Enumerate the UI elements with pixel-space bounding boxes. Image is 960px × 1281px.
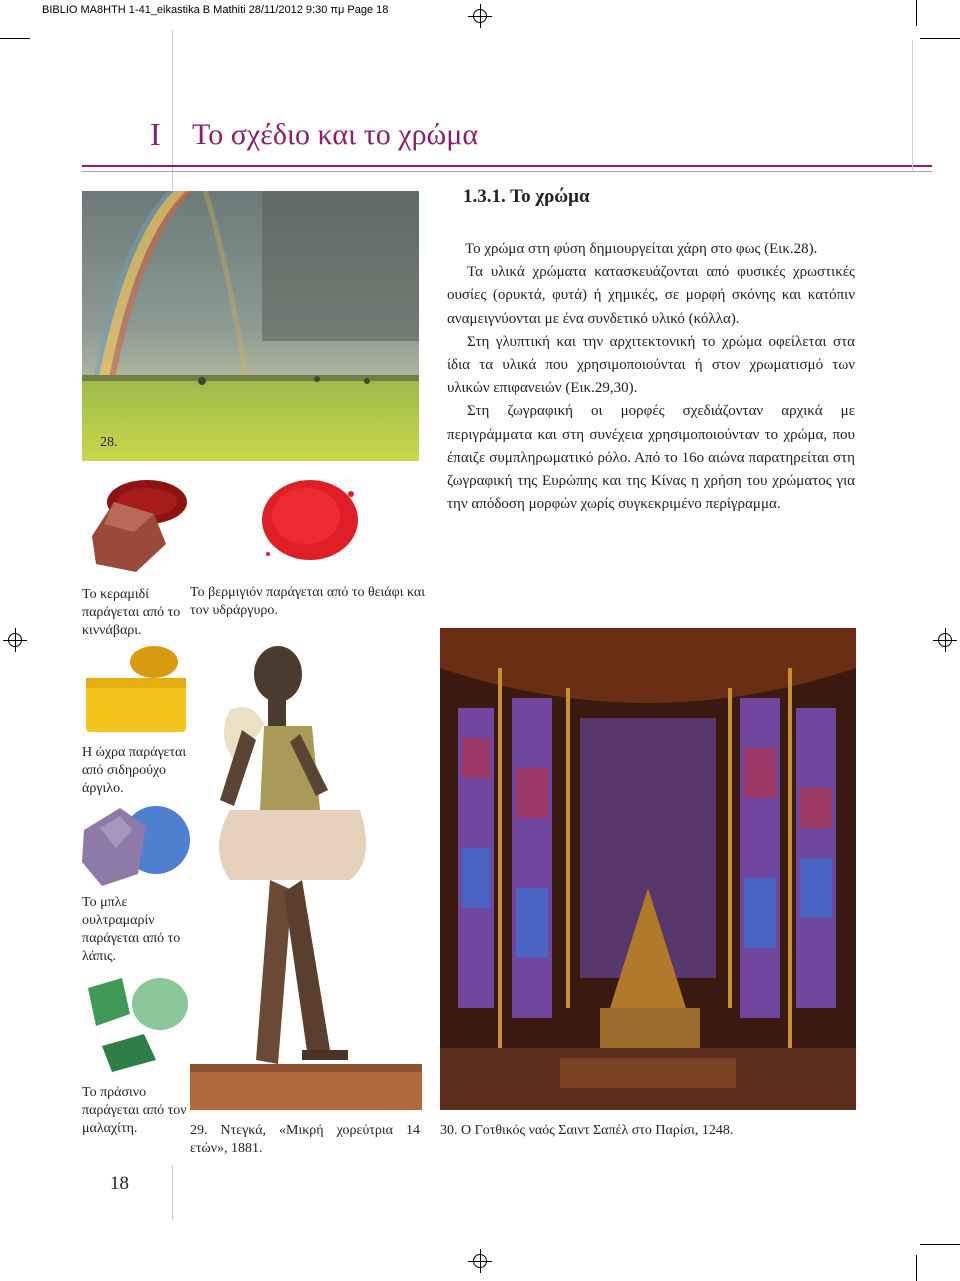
paragraph: Στη γλυπτική και την αρχιτεκτονική το χρώμα οφείλεται στα ίδια τα υλικά που χρησιμοποιούνται ή στον χρωματισμό των υλικών επιφανειών (Εικ.29,30). — [447, 333, 855, 397]
caption-fig30: 30. Ο Γοτθικός ναός Σαιντ Σαπέλ στο Παρίσι, 1248. — [440, 1123, 734, 1138]
vermilion-pigment-image — [256, 474, 366, 574]
caption-green: Το πράσινο παράγεται από τον μαλαχίτη. — [82, 1085, 187, 1136]
caption-fig29: 29. Ντεγκά, «Μικρή χορεύτρια 14 ετών», 1881. — [190, 1123, 420, 1156]
crop-mark — [916, 0, 917, 26]
caption-ultramarine: Το μπλε ουλτραμαρίν παράγεται από το λάπις. — [82, 895, 181, 964]
registration-mark-icon — [473, 1254, 487, 1268]
header-rule — [82, 165, 932, 167]
malachite-pigment-image — [82, 974, 192, 1074]
registration-mark-icon — [8, 633, 22, 647]
caption-cinnabar: Το κεραμιδί παράγεται από το κιννάβαρι. — [82, 587, 181, 638]
body-text — [447, 238, 855, 516]
ochre-pigment-image — [84, 644, 192, 736]
degas-dancer-photo — [190, 640, 422, 1110]
header-divider-right — [912, 40, 913, 172]
ultramarine-pigment-image — [80, 800, 192, 890]
page-number: 18 — [110, 1173, 129, 1194]
paragraph: Το χρώμα στη φύση δημιουργείται χάρη στο φως (Εικ.28). — [465, 241, 818, 257]
caption-vermilion: Το βερμιγιόν παράγεται από το θειάφι και τον υδράργυρο. — [190, 585, 426, 618]
crop-mark — [916, 1255, 917, 1281]
footer-divider — [172, 1165, 173, 1220]
chapter-title: Το σχέδιο και το χρώμα — [192, 118, 479, 151]
section-heading: 1.3.1. Το χρώμα — [463, 186, 590, 207]
registration-mark-icon — [473, 9, 487, 23]
registration-mark-icon — [938, 633, 952, 647]
crop-mark — [920, 1244, 960, 1245]
crop-mark — [0, 38, 30, 39]
printer-slug-line: BIBLIO MA8HTH 1-41_eikastika B Mathiti 28/11/2012 9:30 πμ Page 18 — [42, 4, 389, 16]
figure-28-label: 28. — [100, 435, 118, 450]
paragraph: Στη ζωγραφική οι μορφές σχεδιάζονταν αρχικά με περιγράμματα και στη συνέχεια χρησιμοποιούνταν το χρώμα, που έπαιζε συμπληρωματικό ρόλο. Από το 16ο αιώνα παρατηρείται στη ζωγραφική της Ευρώπης και της Κίνας η χρήση του χρώματος για την απόδοση μορφών χωρίς συγκεκριμένο περίγραμμα. — [447, 403, 855, 513]
sainte-chapelle-photo — [440, 628, 856, 1110]
rainbow-photo — [82, 191, 419, 461]
caption-ochre: Η ώχρα παράγεται από σιδηρούχο άργιλο. — [82, 745, 187, 796]
chapter-number: I — [150, 116, 161, 152]
cinnabar-pigment-image — [84, 474, 194, 584]
paragraph: Τα υλικά χρώματα κατασκευάζονται από φυσικές χρωστικές ουσίες (ορυκτά, φυτά) ή χημικές, σε μορφή σκόνης και κατόπιν αναμειγνύονται με ένα συνδετικό υλικό (κόλλα). — [447, 264, 855, 327]
crop-mark — [920, 38, 960, 39]
header-rule-thin — [82, 171, 932, 172]
